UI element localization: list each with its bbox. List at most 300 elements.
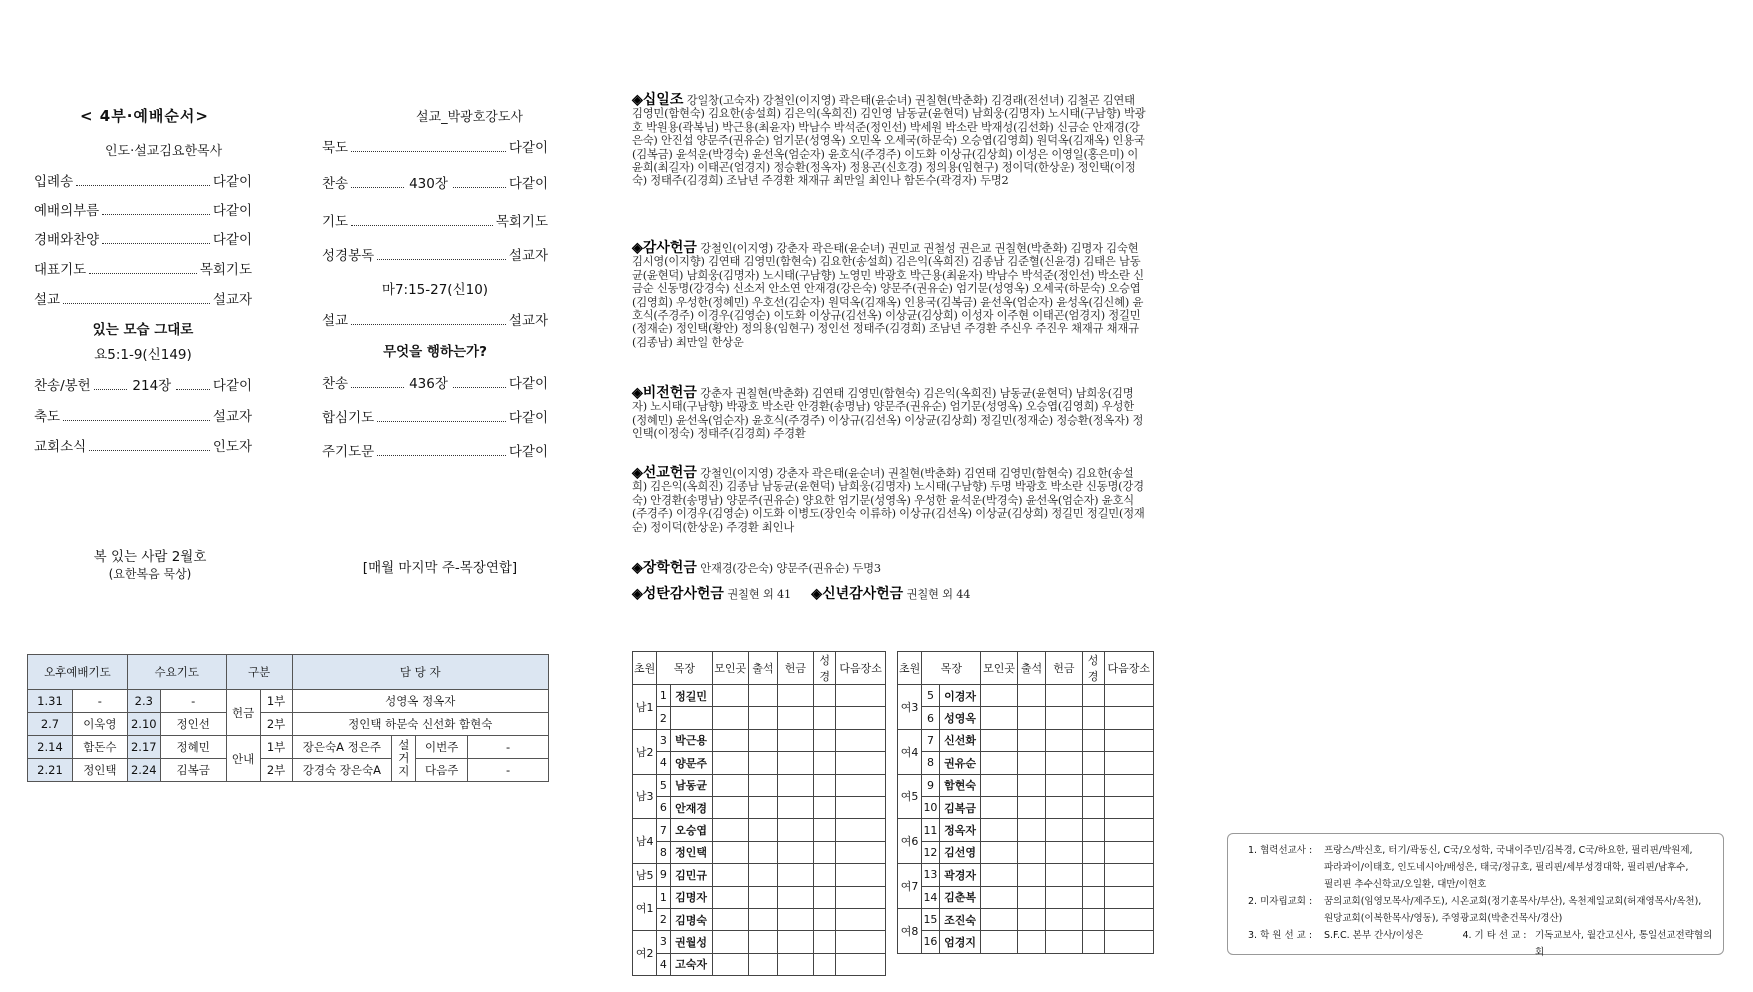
- cell-leader: 조진숙: [939, 908, 981, 930]
- cell-leader: 권유순: [939, 752, 981, 774]
- cell-leader: 박근용: [670, 729, 712, 751]
- cell-leader: 신선화: [939, 729, 981, 751]
- cell-blank: [836, 819, 886, 841]
- cell-blank: [777, 819, 813, 841]
- monthly-note: [매월 마지막 주-목장연합]: [362, 560, 518, 576]
- order-right: 다같이: [212, 378, 252, 394]
- order-right: 다같이: [508, 176, 548, 192]
- cell-blank: [1104, 774, 1153, 796]
- cell-blank: [1104, 752, 1153, 774]
- cell-row: [633, 729, 886, 751]
- cell-row: [898, 707, 1154, 729]
- blessed-note: [60, 545, 240, 582]
- duty-date: 2.21: [28, 759, 73, 782]
- cell-row: [633, 752, 886, 774]
- cell-row: [633, 685, 886, 707]
- order-label: 설교: [34, 292, 61, 308]
- cell-blank: [1082, 796, 1104, 818]
- cell-leader: 오승엽: [670, 819, 712, 841]
- cell-blank: [712, 752, 748, 774]
- cell-row: [633, 841, 886, 863]
- cell-blank: [836, 953, 886, 975]
- cell-header: 목장: [657, 652, 712, 685]
- cell-blank: [1046, 752, 1082, 774]
- order-label: 합심기도: [322, 410, 375, 426]
- cell-leader: 정인택: [670, 841, 712, 863]
- order-right: 다같이: [212, 203, 252, 219]
- cell-blank: [777, 908, 813, 930]
- cell-row: [633, 886, 886, 908]
- order-row: [34, 374, 252, 394]
- cell-row: [633, 864, 886, 886]
- offering-block: [632, 386, 1147, 441]
- cell-blank: [748, 886, 777, 908]
- cell-header: 출석: [748, 652, 777, 685]
- info-text: S.F.C. 본부 간사/이성은: [1324, 930, 1424, 941]
- order-label: 묵도: [322, 140, 349, 156]
- offering-head: ◈감사헌금: [632, 239, 697, 255]
- cell-leader: 곽경자: [939, 864, 981, 886]
- duty-part: 1부: [260, 736, 292, 759]
- cell-blank: [1082, 729, 1104, 751]
- cell-number: 9: [922, 774, 940, 796]
- cell-number: 6: [657, 796, 670, 818]
- right-scripture: 마7:15-27(신10): [381, 282, 489, 298]
- cell-blank: [748, 953, 777, 975]
- duty-date: 1.31: [28, 690, 73, 713]
- duty-table: [27, 654, 549, 782]
- duty-person: 김복금: [160, 759, 226, 782]
- duty-sub: 다음주: [416, 759, 468, 782]
- cell-group: 남5: [633, 864, 657, 886]
- order-right: 다같이: [212, 232, 252, 248]
- cell-number: 5: [922, 685, 940, 707]
- cell-number: 5: [657, 774, 670, 796]
- cell-leader: 김명자: [670, 886, 712, 908]
- cell-number: 9: [657, 864, 670, 886]
- cell-blank: [1017, 819, 1046, 841]
- cell-table-right: [897, 651, 1154, 954]
- cell-blank: [712, 886, 748, 908]
- cell-blank: [1082, 931, 1104, 953]
- cell-blank: [712, 841, 748, 863]
- cell-blank: [814, 729, 836, 751]
- order-mid: 430장: [409, 176, 448, 192]
- cell-blank: [1104, 931, 1153, 953]
- cell-blank: [814, 685, 836, 707]
- cell-leader: 함현숙: [939, 774, 981, 796]
- cell-blank: [814, 819, 836, 841]
- cell-blank: [1104, 685, 1153, 707]
- cell-header: 성경: [1082, 652, 1104, 685]
- duty-category: 헌금: [226, 690, 260, 736]
- cell-blank: [836, 908, 886, 930]
- cell-number: 12: [922, 841, 940, 863]
- cell-blank: [1104, 908, 1153, 930]
- duty-header: 담 당 자: [292, 655, 549, 690]
- order-row: [34, 435, 252, 455]
- cell-blank: [1017, 774, 1046, 796]
- order-right: 다같이: [212, 174, 252, 190]
- offering-names: 안재경(강은숙) 양문주(권유순) 두명3: [700, 562, 881, 575]
- order-label: 설교: [322, 313, 349, 329]
- cell-blank: [981, 864, 1017, 886]
- order-right: 다같이: [508, 376, 548, 392]
- cell-blank: [748, 864, 777, 886]
- cell-blank: [777, 841, 813, 863]
- cell-blank: [712, 685, 748, 707]
- cell-group: 여6: [898, 819, 922, 864]
- cell-number: 10: [922, 796, 940, 818]
- cell-blank: [1082, 841, 1104, 863]
- cell-row: [898, 931, 1154, 953]
- order-label: 예배의부름: [34, 203, 100, 219]
- duty-date: 2.7: [28, 713, 73, 736]
- cell-blank: [1082, 819, 1104, 841]
- cell-blank: [1046, 886, 1082, 908]
- duty-person: 이욱영: [72, 713, 127, 736]
- page-title: < 4부·예배순서>: [80, 107, 209, 125]
- offering-names: 권칠현 외 41: [727, 588, 791, 601]
- cell-number: 15: [922, 908, 940, 930]
- offering-block: [632, 93, 1147, 188]
- info-text: 파라과이/이태호, 인도네시아/배성은, 태국/정규호, 필리핀/세부성경대학, 필리핀/남후수,: [1324, 862, 1689, 873]
- cell-blank: [712, 796, 748, 818]
- cell-blank: [836, 886, 886, 908]
- cell-blank: [1104, 841, 1153, 863]
- duty-person: 정인선: [160, 713, 226, 736]
- cell-group: 남4: [633, 819, 657, 864]
- order-row: [322, 309, 548, 329]
- order-row: [34, 199, 252, 219]
- cell-blank: [1046, 774, 1082, 796]
- offering-head: ◈비전헌금: [632, 384, 697, 400]
- order-label: 주기도문: [322, 444, 375, 460]
- cell-blank: [748, 819, 777, 841]
- info-label: 3. 학 원 선 교 :: [1248, 930, 1313, 941]
- order-right: 설교자: [508, 248, 548, 264]
- cell-blank: [981, 685, 1017, 707]
- cell-blank: [777, 774, 813, 796]
- cell-blank: [1046, 796, 1082, 818]
- cell-blank: [1082, 752, 1104, 774]
- cell-blank: [814, 841, 836, 863]
- cell-leader: 고숙자: [670, 953, 712, 975]
- duty-sub-value: -: [468, 759, 549, 782]
- cell-blank: [836, 841, 886, 863]
- cell-blank: [1082, 886, 1104, 908]
- cell-blank: [712, 707, 748, 729]
- order-row: [322, 210, 548, 230]
- cell-blank: [1082, 774, 1104, 796]
- cell-group: 여3: [898, 685, 922, 730]
- cell-blank: [1017, 841, 1046, 863]
- cell-blank: [748, 796, 777, 818]
- cell-group: 여7: [898, 864, 922, 909]
- cell-blank: [777, 685, 813, 707]
- duty-date: 2.24: [127, 759, 160, 782]
- cell-group: 남2: [633, 729, 657, 774]
- cell-group: 남3: [633, 774, 657, 819]
- cell-number: 3: [657, 931, 670, 953]
- cell-blank: [836, 796, 886, 818]
- cell-group: 여2: [633, 931, 657, 976]
- cell-leader: 김복금: [939, 796, 981, 818]
- offering-head: ◈장학헌금: [632, 559, 697, 575]
- duty-part: 2부: [260, 759, 292, 782]
- cell-header: 목장: [922, 652, 981, 685]
- cell-row: [633, 931, 886, 953]
- cell-blank: [836, 707, 886, 729]
- sermon-header: 설교_박광호강도사: [416, 110, 523, 125]
- duty-part: 1부: [260, 690, 292, 713]
- cell-blank: [981, 729, 1017, 751]
- cell-blank: [712, 774, 748, 796]
- info-text: 꿈의교회(임영모목사/제주도), 시온교회(정기훈목사/부산), 옥천제일교회(허재영목사/옥천),: [1324, 896, 1702, 907]
- cell-row: [898, 729, 1154, 751]
- prayer-lead: 인도·설교김요한목사: [105, 144, 223, 159]
- cell-blank: [748, 841, 777, 863]
- duty-people: 장은숙A 정은주: [292, 736, 392, 759]
- order-right: 다같이: [508, 444, 548, 460]
- duty-people: 강경숙 장은숙A: [292, 759, 392, 782]
- cell-blank: [712, 953, 748, 975]
- cell-blank: [814, 796, 836, 818]
- cell-row: [898, 841, 1154, 863]
- order-right: 설교자: [212, 409, 252, 425]
- cell-leader: 정옥자: [939, 819, 981, 841]
- offering-names: 강일창(고숙자) 강철인(이지영) 곽은태(윤순녀) 권칠현(박춘화) 김경래(전선녀) 김철곤 김연태 김영민(함현숙) 김요한(송설희) 김은익(옥희진) 김인영 남동균(윤현덕) 남희웅(김명자) 노시태(구남향) 박광호 박원용(곽복님) 박근용(최윤자) 박남수 박석준(정인선) 박세원 박소란 박재성(김선화) 신금순 안재경(강은숙) 안진섭 양문주(권유순) 엄기문(성영옥) 오민옥 오세국(하문숙) 오승엽(김영희) 원덕옥(김재옥) 인용국(김복금) 윤석운(박경숙) 윤선옥(엄순자) 윤호식(주경주) 이도화 이상규(김상희) 이성은 이영일(홍은미) 이윤희(최길자) 이태곤(엄경지) 정승환(정옥자) 정용곤(신호경) 정의용(임현구) 정이덕(한상운) 정인택(이정숙) 정태주(김경희) 조남년 주경환 채재규 최만일 최인나 함돈수(곽경자) 두명2: [632, 94, 1146, 188]
- cell-number: 8: [922, 752, 940, 774]
- duty-person: -: [72, 690, 127, 713]
- cell-header: 성경: [814, 652, 836, 685]
- cell-header: 모인곳: [712, 652, 748, 685]
- order-row: [322, 440, 548, 460]
- duty-date: 2.10: [127, 713, 160, 736]
- order-row: [322, 136, 548, 156]
- cell-blank: [1017, 864, 1046, 886]
- cell-blank: [1104, 819, 1153, 841]
- table-row: [28, 713, 549, 736]
- table-row: [28, 736, 549, 759]
- cell-header: 헌금: [1046, 652, 1082, 685]
- cell-blank: [814, 774, 836, 796]
- cell-header: 다음장소: [836, 652, 886, 685]
- cell-blank: [814, 908, 836, 930]
- duty-person: 정혜민: [160, 736, 226, 759]
- cell-header: 다음장소: [1104, 652, 1153, 685]
- duty-person: 함돈수: [72, 736, 127, 759]
- right-sermon-title: 무엇을 행하는가?: [383, 344, 487, 360]
- duty-header: 구분: [226, 655, 292, 690]
- cell-blank: [748, 774, 777, 796]
- cell-row: [898, 752, 1154, 774]
- cell-blank: [814, 886, 836, 908]
- cell-blank: [712, 864, 748, 886]
- order-label: 성경봉독: [322, 248, 375, 264]
- offering-block: [632, 466, 1147, 534]
- cell-blank: [981, 752, 1017, 774]
- cell-blank: [1082, 707, 1104, 729]
- cell-leader: 안재경: [670, 796, 712, 818]
- cell-blank: [1082, 908, 1104, 930]
- cell-blank: [981, 908, 1017, 930]
- cell-blank: [1104, 886, 1153, 908]
- cell-row: [633, 707, 886, 729]
- cell-row: [898, 819, 1154, 841]
- order-right: 목회기도: [199, 262, 252, 278]
- cell-row: [898, 774, 1154, 796]
- cell-blank: [1104, 796, 1153, 818]
- cell-group: 여1: [633, 886, 657, 931]
- cell-blank: [981, 707, 1017, 729]
- order-label: 대표기도: [34, 262, 87, 278]
- cell-number: 11: [922, 819, 940, 841]
- cell-group: 여8: [898, 908, 922, 953]
- cell-header: 초원: [898, 652, 922, 685]
- order-row: [34, 170, 252, 190]
- order-right: 목회기도: [495, 214, 548, 230]
- order-mid: 436장: [409, 376, 448, 392]
- cell-blank: [1017, 729, 1046, 751]
- cell-blank: [1017, 886, 1046, 908]
- cell-blank: [777, 752, 813, 774]
- order-row: [34, 228, 252, 248]
- cell-blank: [777, 796, 813, 818]
- order-right: 다같이: [508, 410, 548, 426]
- info-label: 1. 협력선교사 :: [1248, 845, 1313, 856]
- cell-header: 초원: [633, 652, 657, 685]
- cell-blank: [1082, 864, 1104, 886]
- cell-leader: 정길민: [670, 685, 712, 707]
- cell-leader: 김민규: [670, 864, 712, 886]
- cell-blank: [836, 864, 886, 886]
- offering-names: 강철인(이지영) 강춘자 곽은태(윤순녀) 권칠현(박춘화) 김연태 김영민(함현숙) 김요한(송설희) 김은익(옥희진) 김종남 남동균(윤현덕) 남희웅(김명자) 노시태(구남향) 두명 박광호 박소란 신동명(강경숙) 안경환(송명남) 양문주(권유순) 양요한 엄기문(성영옥) 우성한 윤석운(박경숙) 윤선옥(엄순자) 윤호식(주경주) 이경우(김영순) 이도화 이병도(장인숙 이류하) 이상규(김선옥) 이상균(김상희) 정길민 정길민(정재순) 정이덕(한상운) 주경환 최인나: [632, 467, 1145, 534]
- cell-blank: [981, 796, 1017, 818]
- cell-blank: [836, 931, 886, 953]
- cell-blank: [1104, 864, 1153, 886]
- order-label: 기도: [322, 214, 349, 230]
- order-row: [322, 406, 548, 426]
- cell-group: 여4: [898, 729, 922, 774]
- offering-head: ◈성탄감사헌금: [632, 585, 724, 601]
- order-row: [322, 172, 548, 192]
- cell-leader: 김선영: [939, 841, 981, 863]
- cell-blank: [712, 729, 748, 751]
- cell-header: 출석: [1017, 652, 1046, 685]
- cell-number: 1: [657, 685, 670, 707]
- cell-leader: 권월성: [670, 931, 712, 953]
- cell-leader: 성영옥: [939, 707, 981, 729]
- order-row: [322, 372, 548, 392]
- offering-block: [632, 561, 1147, 575]
- order-right: 설교자: [212, 292, 252, 308]
- cell-blank: [1017, 796, 1046, 818]
- cell-number: 4: [657, 953, 670, 975]
- cell-row: [633, 819, 886, 841]
- cell-row: [898, 685, 1154, 707]
- cell-row: [898, 908, 1154, 930]
- cell-leader: 김명숙: [670, 908, 712, 930]
- duty-person: 정인택: [72, 759, 127, 782]
- order-right: 인도자: [212, 439, 252, 455]
- offering-names: 권칠현 외 44: [906, 588, 971, 601]
- duty-date: 2.3: [127, 690, 160, 713]
- cell-number: 14: [922, 886, 940, 908]
- duty-header: 오후예배기도: [28, 655, 128, 690]
- cell-leader: 남동균: [670, 774, 712, 796]
- cell-number: 8: [657, 841, 670, 863]
- cell-blank: [1046, 729, 1082, 751]
- info-text: 기독교보사, 월간고신사, 통일선교전략협의회: [1535, 930, 1713, 958]
- info-text: 프랑스/박신호, 터기/곽동신, C국/오성학, 국내이주민/김복경, C국/하요한, 필리핀/박원제,: [1324, 845, 1693, 856]
- cell-group: 남1: [633, 685, 657, 730]
- cell-number: 7: [922, 729, 940, 751]
- cell-blank: [981, 886, 1017, 908]
- order-label: 교회소식: [34, 439, 87, 455]
- cell-blank: [1046, 707, 1082, 729]
- cell-blank: [814, 931, 836, 953]
- cell-blank: [1082, 685, 1104, 707]
- cell-blank: [814, 752, 836, 774]
- duty-category: 안내: [226, 736, 260, 782]
- cell-leader: 이경자: [939, 685, 981, 707]
- duty-header: 수요기도: [127, 655, 226, 690]
- table-row: [28, 759, 549, 782]
- info-text: 필리핀 추수신학교/오일환, 대만/이현호: [1324, 879, 1487, 890]
- duty-date: 2.14: [28, 736, 73, 759]
- missions-info-box: [1227, 833, 1724, 958]
- duty-category: [392, 736, 416, 782]
- cell-blank: [981, 841, 1017, 863]
- blessed-line1: 복 있는 사람 2월호: [93, 549, 207, 565]
- duty-person: -: [160, 690, 226, 713]
- order-right: 설교자: [508, 313, 548, 329]
- order-label: 찬송: [322, 176, 349, 192]
- offering-names: 강철인(이지영) 강춘자 곽은태(윤순녀) 권민교 권철성 권은교 권칠현(박춘화) 김명자 김숙현 김시영(이지향) 김연태 김영민(함현숙) 김요한(송설희) 김은익(옥희진) 김종남 김준혈(신윤경) 김태은 남동균(윤현덕) 남희웅(김명자) 노시태(구남향) 노영민 박광호 박근용(최윤자) 박남수 박석준(정인선) 박소란 신금순 신동명(강경숙) 신소저 안소연 안재경(강은숙) 양문주(권유순) 엄기문(성영옥) 오세국(하문숙) 오승엽(김영희) 우성한(정혜민) 우호선(김순자) 원덕옥(김재옥) 인용국(김복금) 윤선옥(엄순자) 윤성옥(김신혜) 윤호식(주경주) 이경우(김영순) 이도화 이상규(김선옥) 이상균(김상희) 이성자 이주현 이태곤(엄경지) 정길민(정재순) 정인택(황안) 정의용(임현구) 정인선 정태주(김경희) 조남년 주경환 주신우 주진우 채재규 채재규(김종남) 최만일 한상운: [632, 242, 1144, 349]
- cell-blank: [1046, 908, 1082, 930]
- cell-blank: [748, 908, 777, 930]
- cell-blank: [1046, 819, 1082, 841]
- offering-head: ◈선교헌금: [632, 464, 697, 480]
- cell-blank: [814, 953, 836, 975]
- cell-leader: [670, 707, 712, 729]
- duty-date: 2.17: [127, 736, 160, 759]
- cell-blank: [748, 685, 777, 707]
- order-row: [34, 405, 252, 425]
- duty-sub-value: -: [468, 736, 549, 759]
- order-label: 찬송/봉헌: [34, 378, 91, 394]
- order-label: 축도: [34, 409, 61, 425]
- duty-people: 성영옥 정옥자: [292, 690, 549, 713]
- duty-people: 정인택 하문숙 신선화 함현숙: [292, 713, 549, 736]
- dish-label: 설거지: [398, 738, 410, 778]
- cell-number: 2: [657, 908, 670, 930]
- cell-blank: [836, 685, 886, 707]
- order-label: 입례송: [34, 174, 74, 190]
- cell-blank: [712, 819, 748, 841]
- cell-blank: [981, 774, 1017, 796]
- order-row: [322, 244, 548, 264]
- cell-blank: [777, 886, 813, 908]
- cell-leader: 엄경지: [939, 931, 981, 953]
- cell-blank: [836, 752, 886, 774]
- cell-leader: 양문주: [670, 752, 712, 774]
- duty-sub: 이번주: [416, 736, 468, 759]
- cell-blank: [836, 729, 886, 751]
- cell-table-left: [632, 651, 886, 976]
- cell-blank: [1017, 707, 1046, 729]
